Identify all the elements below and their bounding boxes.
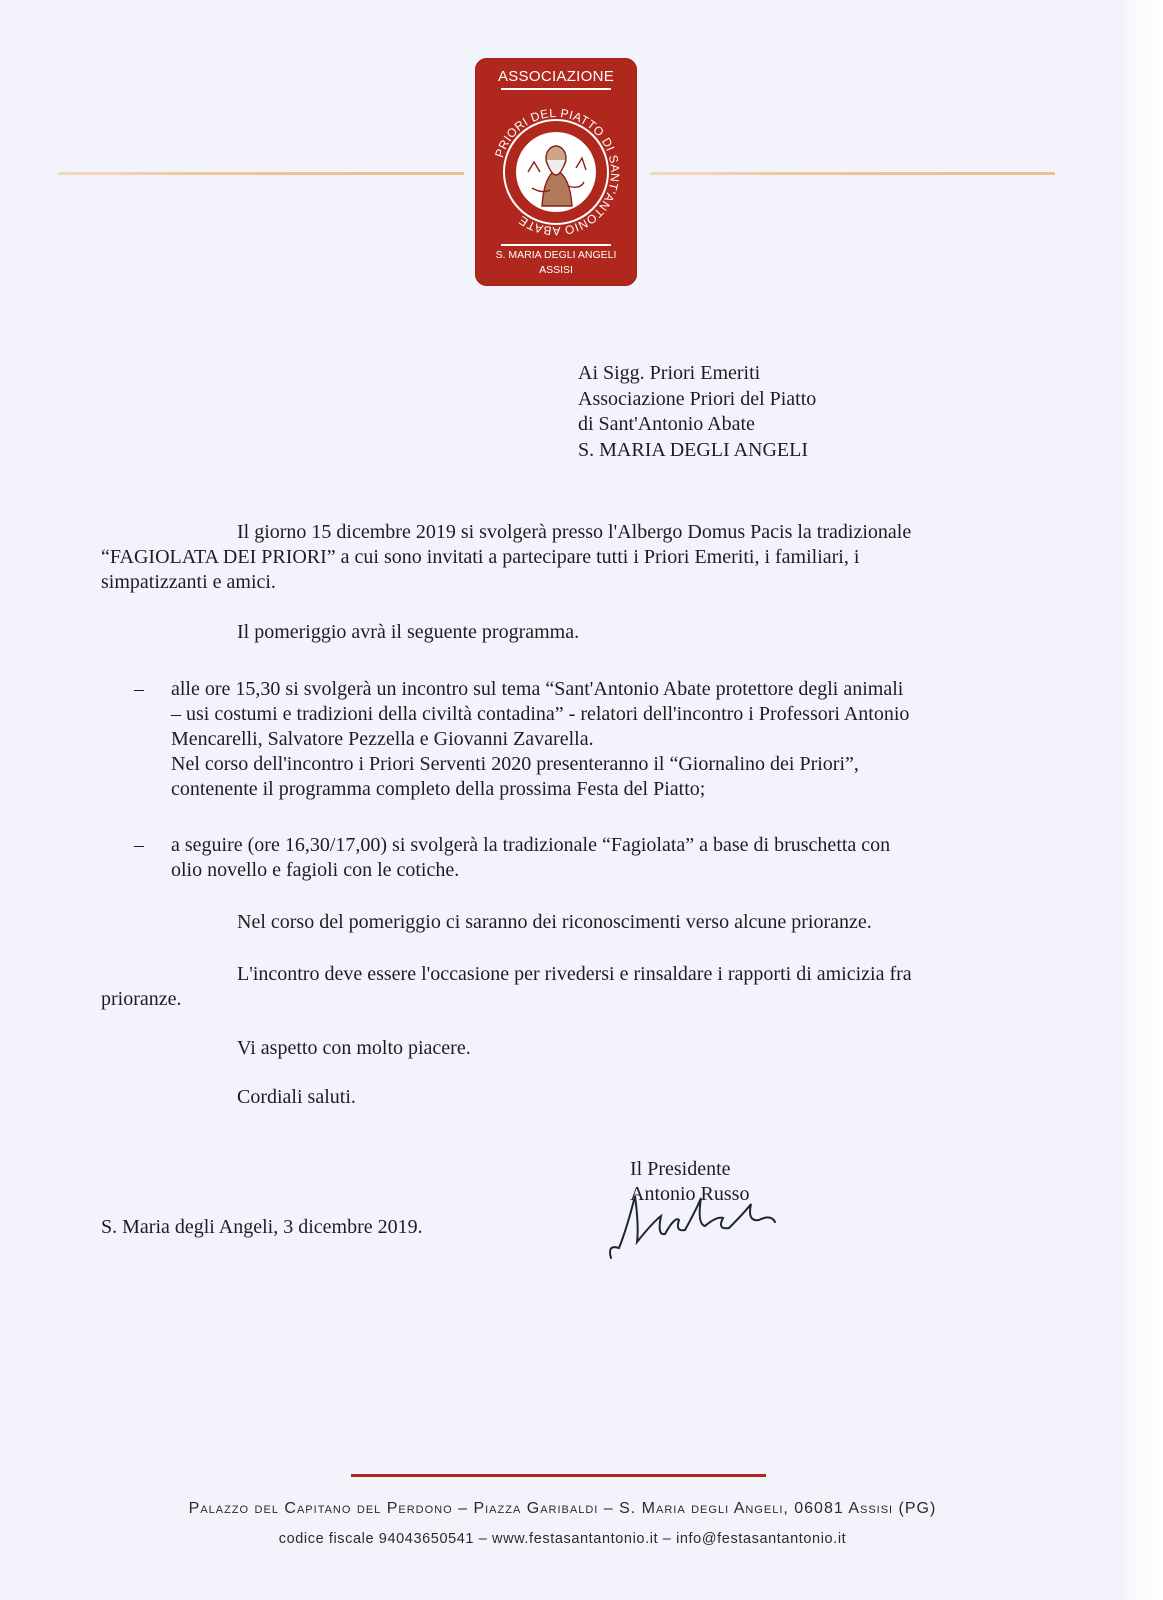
- program-intro: [101, 620, 1021, 645]
- intro-line: Il giorno 15 dicembre 2019 si svolgerà presso l'Albergo Domus Pacis la tradizionale: [237, 521, 912, 543]
- logo-top-rule: [501, 88, 611, 90]
- closing-1: [101, 1036, 1021, 1061]
- recipient-line: Associazione Priori del Piatto: [578, 387, 817, 410]
- bullet-marker: –: [134, 678, 144, 700]
- meeting-paragraph: [101, 962, 1021, 1012]
- intro-line: “FAGIOLATA DEI PRIORI” a cui sono invitati a partecipare tutti i Priori Emeriti, i familiari, i: [101, 546, 860, 568]
- recognition-paragraph: [101, 910, 1021, 935]
- scan-edge: [1125, 0, 1163, 1600]
- logo-bottom-rule: [501, 244, 611, 246]
- recipient-block: [578, 361, 816, 463]
- closing-line: Cordiali saluti.: [237, 1086, 356, 1108]
- item-line: contenente il programma completo della prossima Festa del Piatto;: [171, 778, 706, 800]
- item-line: olio novello e fagioli con le cotiche.: [171, 859, 460, 881]
- logo-top-text: ASSOCIAZIONE: [497, 68, 615, 85]
- place-date-line: S. Maria degli Angeli, 3 dicembre 2019.: [101, 1216, 423, 1238]
- intro-line: simpatizzanti e amici.: [101, 571, 276, 593]
- header-rule-right: [650, 172, 1055, 175]
- footer-contacts: codice fiscale 94043650541 – www.festasantantonio.it – info@festasantantonio.it: [278, 1531, 847, 1547]
- closing-2: [101, 1085, 1021, 1110]
- logo-bottom-line1: S. MARIA DEGLI ANGELI: [495, 249, 617, 261]
- item-line: alle ore 15,30 si svolgerà un incontro sul tema “Sant'Antonio Abate protettore degli animali: [171, 678, 904, 700]
- logo-bottom-line2: ASSISI: [539, 264, 573, 276]
- signature-title: Il Presidente: [630, 1158, 731, 1180]
- footer-rule: [351, 1474, 766, 1477]
- recognition-line: Nel corso del pomeriggio ci saranno dei riconoscimenti verso alcune prioranze.: [237, 911, 872, 933]
- logo-emblem: [482, 98, 630, 246]
- item-line: a seguire (ore 16,30/17,00) si svolgerà la tradizionale “Fagiolata” a base di bruschetta con: [171, 834, 891, 856]
- association-logo: [475, 58, 637, 286]
- program-intro-line: Il pomeriggio avrà il seguente programma.: [237, 621, 580, 643]
- item-line: – usi costumi e tradizioni della civiltà contadina” - relatori dell'incontro i Professori Antonio: [171, 703, 910, 725]
- meeting-line: prioranze.: [101, 988, 182, 1010]
- recipient-line: di Sant'Antonio Abate: [578, 413, 755, 435]
- footer-address: Palazzo del Capitano del Perdono – Piazza Garibaldi – S. Maria degli Angeli, 06081 Assisi (PG): [188, 1500, 937, 1517]
- program-item-2: [171, 833, 1031, 883]
- item-line: Nel corso dell'incontro i Priori Serventi 2020 presenteranno il “Giornalino dei Priori”,: [171, 753, 859, 775]
- recipient-line: S. MARIA DEGLI ANGELI: [578, 438, 808, 461]
- meeting-line: L'incontro deve essere l'occasione per rivedersi e rinsaldare i rapporti di amicizia fra: [237, 963, 912, 985]
- item-line: Mencarelli, Salvatore Pezzella e Giovanni Zavarella.: [171, 728, 594, 750]
- header-rule-left: [58, 172, 464, 175]
- place-date: [101, 1215, 1021, 1240]
- logo-bottom-text: [475, 248, 637, 278]
- signature-name: Antonio Russo: [630, 1183, 750, 1205]
- logo-ring-text: PRIORI DEL PIATTO DI SANT'ANTONIO ABATE: [492, 105, 623, 239]
- program-item-1: [171, 677, 1031, 802]
- closing-line: Vi aspetto con molto piacere.: [237, 1037, 471, 1059]
- bullet-marker: –: [134, 834, 144, 856]
- recipient-line: Ai Sigg. Priori Emeriti: [578, 362, 761, 384]
- intro-paragraph: [101, 520, 1021, 595]
